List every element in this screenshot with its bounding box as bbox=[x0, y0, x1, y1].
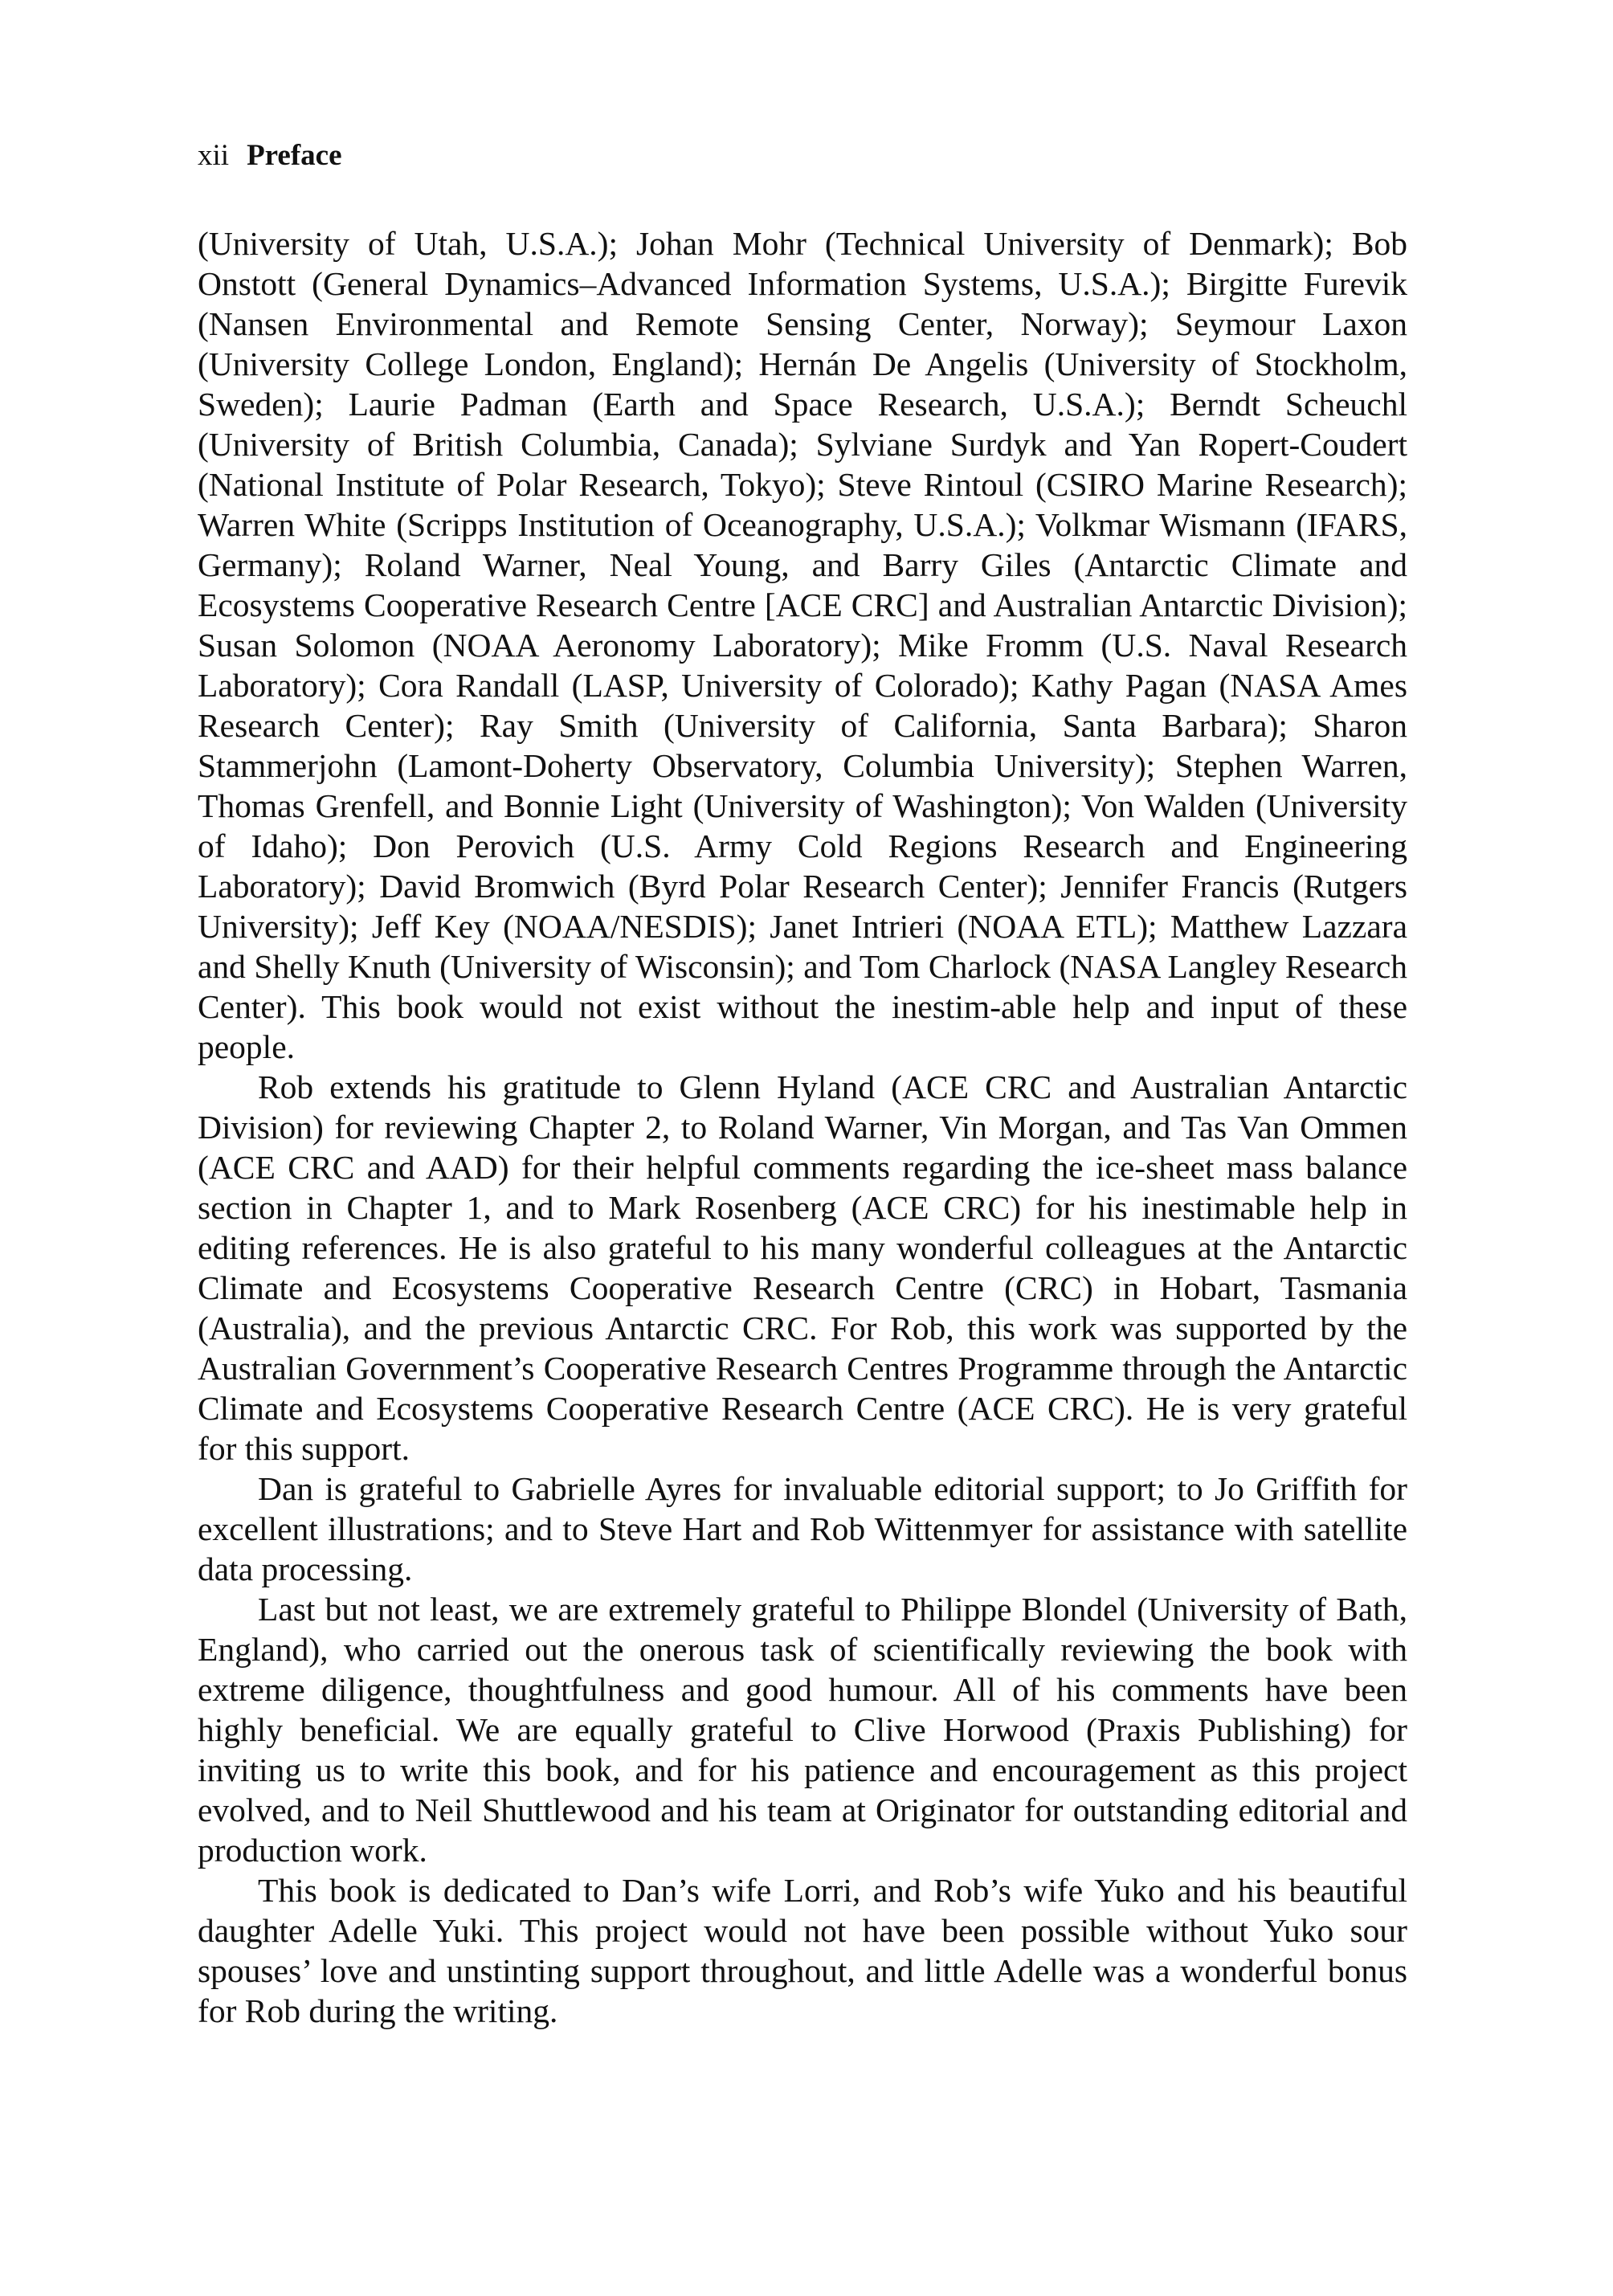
paragraph-dedication: This book is dedicated to Dan’s wife Lorri, and Rob’s wife Yuko and his beautiful daughter Adelle Yuki. This project would not have been possible without Yuko sour spouses’ love and unstinting support throughout, and little Adelle was a wonderful bonus for Rob during the writing. bbox=[198, 1872, 1407, 2029]
paragraph-reviewers-publisher: Last but not least, we are extremely grateful to Philippe Blondel (University of Bath, England), who carried out the onerous task of scientifically reviewing the book with extreme diligence, thoughtfulness and good humour. All of his comments have been highly beneficial. We are equally grateful to Clive Horwood (Praxis Publishing) for inviting us to write this book, and for his patience and encouragement as this project evolved, and to Neil Shuttlewood and his team at Originator for outstanding editorial and production work. bbox=[198, 1591, 1407, 1869]
running-head bbox=[198, 137, 1407, 175]
paragraph-acknowledgements-continued: (University of Utah, U.S.A.); Johan Mohr (Technical University of Denmark); Bob Onstott (General Dynamics–Advanced Information Systems, U.S.A.); Birgitte Furevik (Nansen Environmental and Remote Sensing Center, Norway); Seymour Laxon (University College London, England); Hernán De Angelis (University of Stockholm, Sweden); Laurie Padman (Earth and Space Research, U.S.A.); Berndt Scheuchl (University of British Columbia, Canada); Sylviane Surdyk and Yan Ropert-Coudert (National Institute of Polar Research, Tokyo); Steve Rintoul (CSIRO Marine Research); Warren White (Scripps Institution of Oceanography, U.S.A.); Volkmar Wismann (IFARS, Germany); Roland Warner, Neal Young, and Barry Giles (Antarctic Climate and Ecosystems Cooperative Research Centre [ACE CRC] and Australian Antarctic Division); Susan Solomon (NOAA Aeronomy Laboratory); Mike Fromm (U.S. Naval Research Laboratory); Cora Randall (LASP, University of Colorado); Kathy Pagan (NASA Ames Research Center); Ray Smith (University of California, Santa Barbara); Sharon Stammerjohn (Lamont-Doherty Observatory, Columbia University); Stephen Warren, Thomas Grenfell, and Bonnie Light (University of Washington); Von Walden (University of Idaho); Don Perovich (U.S. Army Cold Regions Research and Engineering Laboratory); David Bromwich (Byrd Polar Research Center); Jennifer Francis (Rutgers University); Jeff Key (NOAA/NESDIS); Janet Intrieri (NOAA ETL); Matthew Lazzara and Shelly Knuth (University of Wisconsin); and Tom Charlock (NASA Langley Research Center). This book would not exist without the inestim-able help and input of these people. bbox=[198, 225, 1407, 1065]
body-text bbox=[198, 223, 1407, 2031]
paragraph-rob-gratitude: Rob extends his gratitude to Glenn Hyland (ACE CRC and Australian Antarctic Division) for reviewing Chapter 2, to Roland Warner, Vin Morgan, and Tas Van Ommen (ACE CRC and AAD) for their helpful comments regarding the ice-sheet mass balance section in Chapter 1, and to Mark Rosenberg (ACE CRC) for his inestimable help in editing references. He is also grateful to his many wonderful colleagues at the Antarctic Climate and Ecosystems Cooperative Research Centre (CRC) in Hobart, Tasmania (Australia), and the previous Antarctic CRC. For Rob, this work was supported by the Australian Government’s Cooperative Research Centres Programme through the Antarctic Climate and Ecosystems Cooperative Research Centre (ACE CRC). He is very grateful for this support. bbox=[198, 1068, 1407, 1467]
section-title: Preface bbox=[247, 139, 342, 172]
paragraph-dan-gratitude: Dan is grateful to Gabrielle Ayres for invaluable editorial support; to Jo Griffith for excellent illustrations; and to Steve Hart and Rob Wittenmyer for assistance with satellite data processing. bbox=[198, 1470, 1407, 1587]
page-number: xii bbox=[198, 139, 230, 172]
book-page bbox=[198, 137, 1407, 2031]
